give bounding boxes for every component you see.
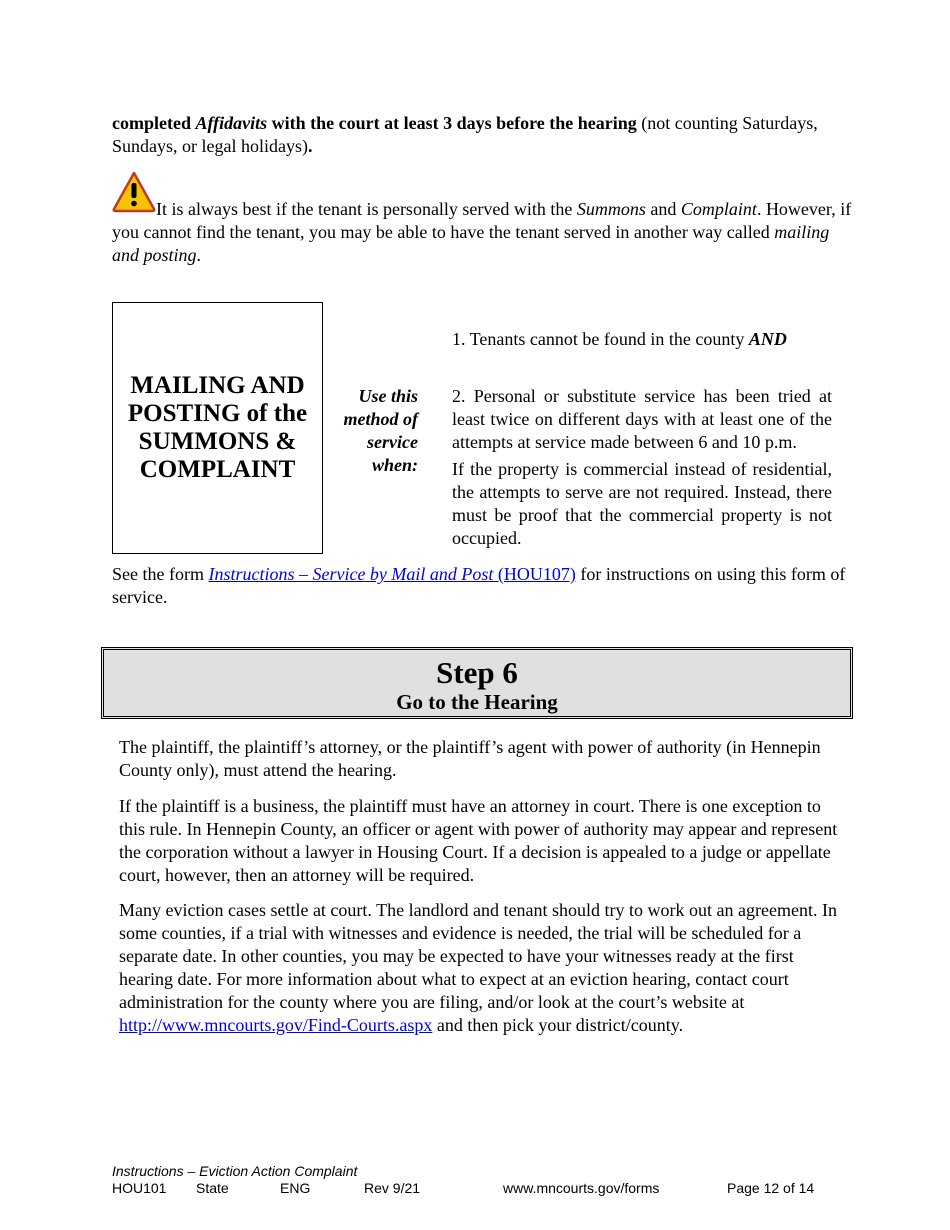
- condition-2: 2. Personal or substitute service has been tried at least twice on different days with at least one of the attempts at service made between 6 and 10 p.m.: [452, 386, 832, 452]
- body-paragraph-1: The plaintiff, the plaintiff’s attorney, or the plaintiff’s agent with power of authority (in Hennepin County only), must attend the hearing.: [119, 737, 821, 780]
- condition-commercial-note: If the property is commercial instead of residential, the attempts to serve are not required. Instead, there must be proof that the commercial property is not occupied.: [452, 459, 832, 548]
- service-by-mail-form-link[interactable]: Instructions – Service by Mail and Post (HOU107): [208, 564, 576, 584]
- body-paragraph-3: Many eviction cases settle at court. The landlord and tenant should try to work out an agreement. In some counties, if a trial with witnesses and evidence is needed, the trial will be scheduled for a separate date. In other counties, you may be expected to have your witnesses ready at the first hearing date. For more information about what to expect at an eviction hearing, contact court administration for the county where you are filing, and/or look at the court’s website at http://www.mncourts.gov/Find-Courts.aspx and then pick your district/county.: [119, 900, 837, 1035]
- mailing-posting-box: [112, 302, 323, 554]
- footer-website: www.mncourts.gov/forms: [503, 1180, 660, 1196]
- find-courts-link[interactable]: http://www.mncourts.gov/Find-Courts.aspx: [119, 1015, 433, 1035]
- footer-jurisdiction: State: [196, 1180, 229, 1196]
- warning-paragraph: It is always best if the tenant is personally served with the Summons and Complaint. However, if you cannot find the tenant, you may be able to have the tenant served in another way called mailing and posting.: [112, 199, 852, 265]
- footer-doc-title: Instructions – Eviction Action Complaint: [112, 1163, 358, 1179]
- step-subtitle: Go to the Hearing: [396, 690, 558, 714]
- intro-paragraph: completed Affidavits with the court at least 3 days before the hearing (not counting Saturdays, Sundays, or legal holidays).: [112, 113, 818, 156]
- see-form-paragraph: See the form Instructions – Service by Mail and Post (HOU107) for instructions on using this form of service.: [112, 564, 846, 607]
- footer-page-number: Page 12 of 14: [727, 1180, 815, 1196]
- step-title: Step 6: [436, 655, 518, 690]
- mailing-posting-title: MAILING AND POSTING of the SUMMONS & COMPLAINT: [127, 372, 308, 483]
- footer-language: ENG: [280, 1180, 311, 1196]
- use-this-method-label: Use this method of service when:: [343, 386, 418, 475]
- step-header: [101, 647, 853, 719]
- condition-1: 1. Tenants cannot be found in the county AND: [452, 329, 787, 349]
- body-paragraph-2: If the plaintiff is a business, the plaintiff must have an attorney in court. There is one exception to this rule. In Hennepin County, an officer or agent with power of authority may appear and represent the corporation without a lawyer in Housing Court. If a decision is appealed to a judge or appellate court, however, then an attorney will be required.: [119, 796, 838, 885]
- footer-form-code: HOU101: [112, 1180, 167, 1196]
- footer-revision: Rev 9/21: [364, 1180, 421, 1196]
